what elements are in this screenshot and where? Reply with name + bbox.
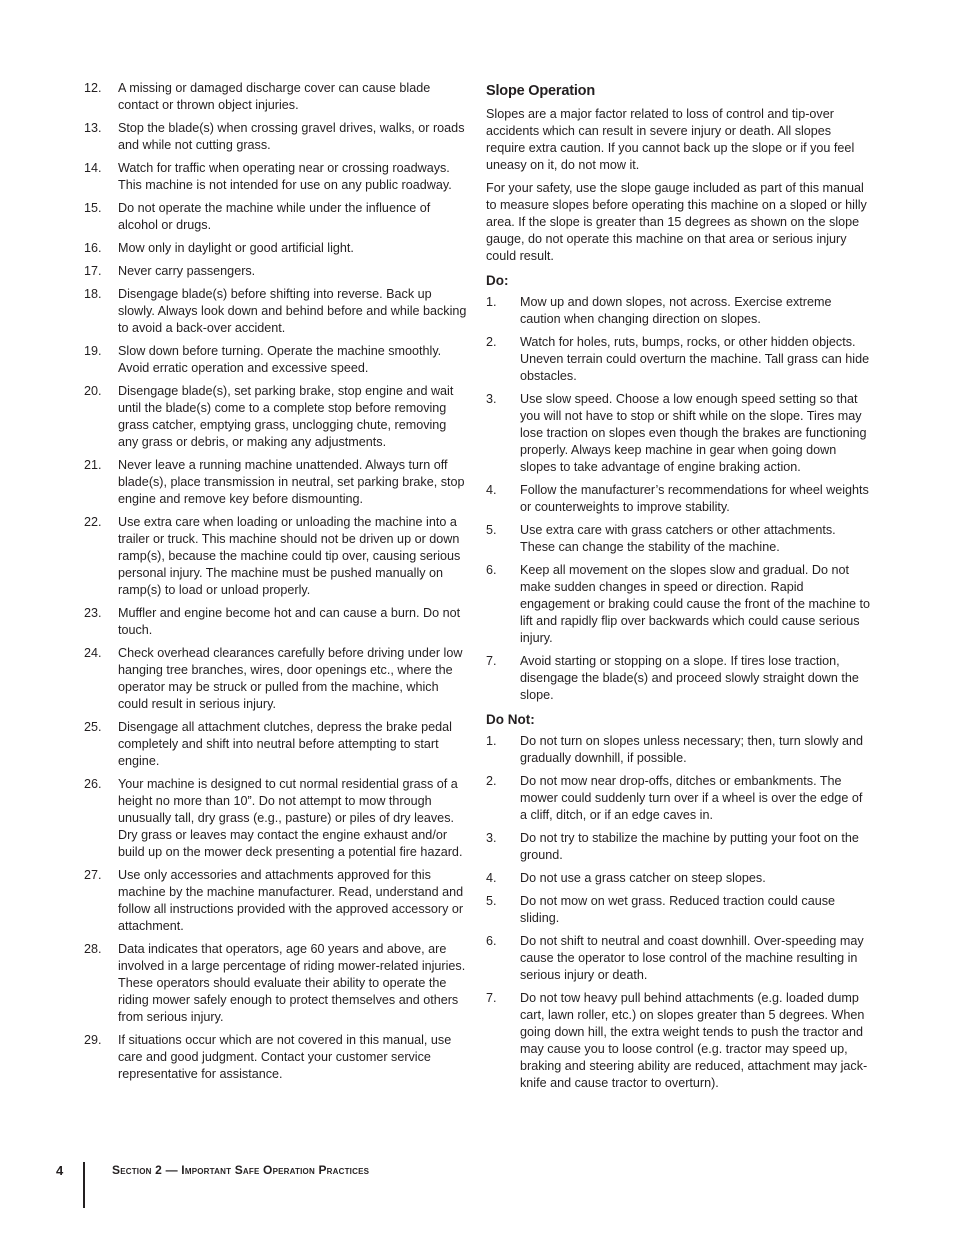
do-not-list-item: [486, 933, 872, 984]
safety-list-item: [84, 160, 470, 194]
do-not-list-item: [486, 870, 872, 887]
do-list-item: [486, 562, 872, 647]
do-heading: Do:: [486, 273, 509, 288]
safety-list-item: [84, 645, 470, 713]
list-item-number: 13.: [84, 121, 102, 135]
safety-list-item: [84, 263, 470, 280]
list-item-number: 4.: [486, 483, 497, 497]
list-item-number: 24.: [84, 646, 102, 660]
list-item-number: 21.: [84, 458, 102, 472]
do-not-list-item: [486, 733, 872, 767]
list-item-text: Do not mow near drop-offs, ditches or embankments. The mower could suddenly turn over if a wheel is over the edge of a cliff, ditch, or if an edge caves in.: [520, 774, 863, 822]
list-item-number: 28.: [84, 942, 102, 956]
list-item-text: Check overhead clearances carefully before driving under low hanging tree branches, wires, door openings etc., where the operator may be struck or pulled from the machine, which could result in serious injury.: [118, 646, 463, 711]
safety-list-item: [84, 867, 470, 935]
list-item-text: Never carry passengers.: [118, 264, 256, 278]
safety-list-item: [84, 343, 470, 377]
do-not-list-item: [486, 773, 872, 824]
list-item-number: 19.: [84, 344, 102, 358]
list-item-text: Do not operate the machine while under the influence of alcohol or drugs.: [118, 201, 431, 232]
list-item-text: Your machine is designed to cut normal residential grass of a height no more than 10”. Do not attempt to mow through unusually tall, dry grass (e.g., pasture) or piles of dry leaves. Dry grass or leaves may contact the engine exhaust and/or build up on the mower deck presenting a potential fire hazard.: [118, 777, 463, 859]
slope-paragraph-1: Slopes are a major factor related to loss of control and tip-over accidents which can result in severe injury or death. All slopes require extra caution. If you cannot back up the slope or if you feel uneasy on it, do not mow it.: [486, 107, 855, 172]
list-item-text: Do not use a grass catcher on steep slopes.: [520, 871, 766, 885]
list-item-text: Use extra care when loading or unloading the machine into a trailer or truck. This machine should not be driven up or down ramp(s), because the machine could tip over, causing serious personal injury. The machine must be pushed manually on ramp(s) to load or unload properly.: [118, 515, 461, 597]
list-item-number: 15.: [84, 201, 102, 215]
list-item-text: Stop the blade(s) when crossing gravel drives, walks, or roads and while not cutting grass.: [118, 121, 465, 152]
list-item-number: 1.: [486, 295, 497, 309]
list-item-text: Disengage blade(s) before shifting into reverse. Back up slowly. Always look down and behind before and while backing to avoid a back-over accident.: [118, 287, 467, 335]
do-not-list: [486, 733, 872, 1092]
safety-list-item: [84, 719, 470, 770]
list-item-number: 26.: [84, 777, 102, 791]
list-item-text: Mow only in daylight or good artificial light.: [118, 241, 354, 255]
list-item-number: 5.: [486, 523, 497, 537]
safety-list-item: [84, 200, 470, 234]
safety-list-item: [84, 941, 470, 1026]
list-item-number: 20.: [84, 384, 102, 398]
do-not-list-item: [486, 990, 872, 1092]
do-list-item: [486, 334, 872, 385]
safety-list-item: [84, 1032, 470, 1083]
list-item-number: 18.: [84, 287, 102, 301]
right-column: [486, 82, 872, 1098]
list-item-number: 23.: [84, 606, 102, 620]
safety-list-item: [84, 383, 470, 451]
left-column: [84, 80, 470, 1089]
list-item-text: Do not try to stabilize the machine by putting your foot on the ground.: [520, 831, 859, 862]
list-item-number: 2.: [486, 774, 497, 788]
do-list-item: [486, 391, 872, 476]
do-list-item: [486, 294, 872, 328]
list-item-text: Disengage blade(s), set parking brake, stop engine and wait until the blade(s) come to a complete stop before removing grass catcher, emptying grass, unclogging chute, removing any grass or debris, or making any adjustments.: [118, 384, 454, 449]
safety-list-item: [84, 514, 470, 599]
list-item-text: Watch for holes, ruts, bumps, rocks, or other hidden objects. Uneven terrain could overturn the machine. Tall grass can hide obstacles.: [520, 335, 870, 383]
list-item-text: Do not shift to neutral and coast downhill. Over-speeding may cause the operator to lose control of the machine resulting in serious injury or death.: [520, 934, 864, 982]
safety-list-item: [84, 120, 470, 154]
list-item-text: Follow the manufacturer’s recommendations for wheel weights or counterweights to improve stability.: [520, 483, 869, 514]
list-item-number: 25.: [84, 720, 102, 734]
list-item-number: 29.: [84, 1033, 102, 1047]
list-item-number: 2.: [486, 335, 497, 349]
safety-list-item: [84, 240, 470, 257]
list-item-text: A missing or damaged discharge cover can cause blade contact or thrown object injuries.: [118, 81, 431, 112]
list-item-text: Avoid starting or stopping on a slope. If tires lose traction, disengage the blade(s) and proceed slowly straight down the slope.: [520, 654, 859, 702]
list-item-text: If situations occur which are not covered in this manual, use care and good judgment. Contact your customer service representative for assistance.: [118, 1033, 452, 1081]
list-item-number: 1.: [486, 734, 497, 748]
list-item-number: 4.: [486, 871, 497, 885]
page-number: 4: [56, 1163, 64, 1178]
list-item-text: Watch for traffic when operating near or crossing roadways. This machine is not intended for use on any public roadway.: [118, 161, 452, 192]
safety-list-item: [84, 457, 470, 508]
list-item-number: 22.: [84, 515, 102, 529]
safety-list-item: [84, 605, 470, 639]
slope-operation-heading: Slope Operation: [486, 83, 595, 99]
list-item-number: 14.: [84, 161, 102, 175]
list-item-text: Keep all movement on the slopes slow and gradual. Do not make sudden changes in speed or direction. Rapid engagement or braking could cause the front of the machine to lift and rapidly flip over backwards which could cause serious injury.: [520, 563, 871, 645]
list-item-text: Slow down before turning. Operate the machine smoothly. Avoid erratic operation and excessive speed.: [118, 344, 442, 375]
list-item-text: Mow up and down slopes, not across. Exercise extreme caution when changing direction on slopes.: [520, 295, 832, 326]
list-item-number: 6.: [486, 563, 497, 577]
list-item-number: 27.: [84, 868, 102, 882]
list-item-text: Data indicates that operators, age 60 years and above, are involved in a large percentage of riding mower-related injuries. These operators should evaluate their ability to operate the riding mower safely enough to protect themselves and others from serious injury.: [118, 942, 466, 1024]
list-item-number: 7.: [486, 654, 497, 668]
list-item-text: Never leave a running machine unattended. Always turn off blade(s), place transmission in neutral, set parking brake, stop engine and remove key before dismounting.: [118, 458, 465, 506]
list-item-number: 7.: [486, 991, 497, 1005]
list-item-number: 17.: [84, 264, 102, 278]
safety-list-item: [84, 776, 470, 861]
list-item-text: Do not mow on wet grass. Reduced traction could cause sliding.: [520, 894, 836, 925]
list-item-text: Use only accessories and attachments approved for this machine by the machine manufacturer. Read, understand and follow all instructions provided with the approved accessory or attachment.: [118, 868, 464, 933]
section-title: Section 2 — Important Safe Operation Practices: [112, 1163, 370, 1177]
list-item-number: 3.: [486, 392, 497, 406]
list-item-text: Use slow speed. Choose a low enough speed setting so that you will not have to stop or shift while on the slope. Tires may lose traction on slopes even though the brakes are functioning properly. Always keep machine in gear when going down slopes to take advantage of engine braking action.: [520, 392, 867, 474]
do-list-item: [486, 482, 872, 516]
safety-list-item: [84, 286, 470, 337]
footer-divider: [83, 1162, 85, 1208]
do-not-list-item: [486, 830, 872, 864]
list-item-text: Use extra care with grass catchers or other attachments. These can change the stability of the machine.: [520, 523, 836, 554]
list-item-number: 12.: [84, 81, 102, 95]
do-not-list-item: [486, 893, 872, 927]
list-item-text: Do not turn on slopes unless necessary; then, turn slowly and gradually downhill, if possible.: [520, 734, 864, 765]
list-item-number: 3.: [486, 831, 497, 845]
list-item-number: 16.: [84, 241, 102, 255]
list-item-text: Do not tow heavy pull behind attachments (e.g. loaded dump cart, lawn roller, etc.) on slopes greater than 5 degrees. When going down hill, the extra weight tends to push the tractor and may cause you to loose control (e.g. tractor may speed up, braking and steering ability are reduced, attachment may jack-knife and cause tractor to overturn).: [520, 991, 868, 1090]
slope-paragraph-2: For your safety, use the slope gauge included as part of this manual to measure slopes before operating this machine on a sloped or hilly area. If the slope is greater than 15 degrees as shown on the slope gauge, do not operate this machine on that area or serious injury could result.: [486, 181, 867, 263]
do-not-heading: Do Not:: [486, 712, 535, 727]
do-list-item: [486, 522, 872, 556]
do-list-item: [486, 653, 872, 704]
safety-list-item: [84, 80, 470, 114]
list-item-text: Disengage all attachment clutches, depress the brake pedal completely and shift into neutral before attempting to start engine.: [118, 720, 452, 768]
do-list: [486, 294, 872, 704]
list-item-text: Muffler and engine become hot and can cause a burn. Do not touch.: [118, 606, 461, 637]
list-item-number: 6.: [486, 934, 497, 948]
list-item-number: 5.: [486, 894, 497, 908]
